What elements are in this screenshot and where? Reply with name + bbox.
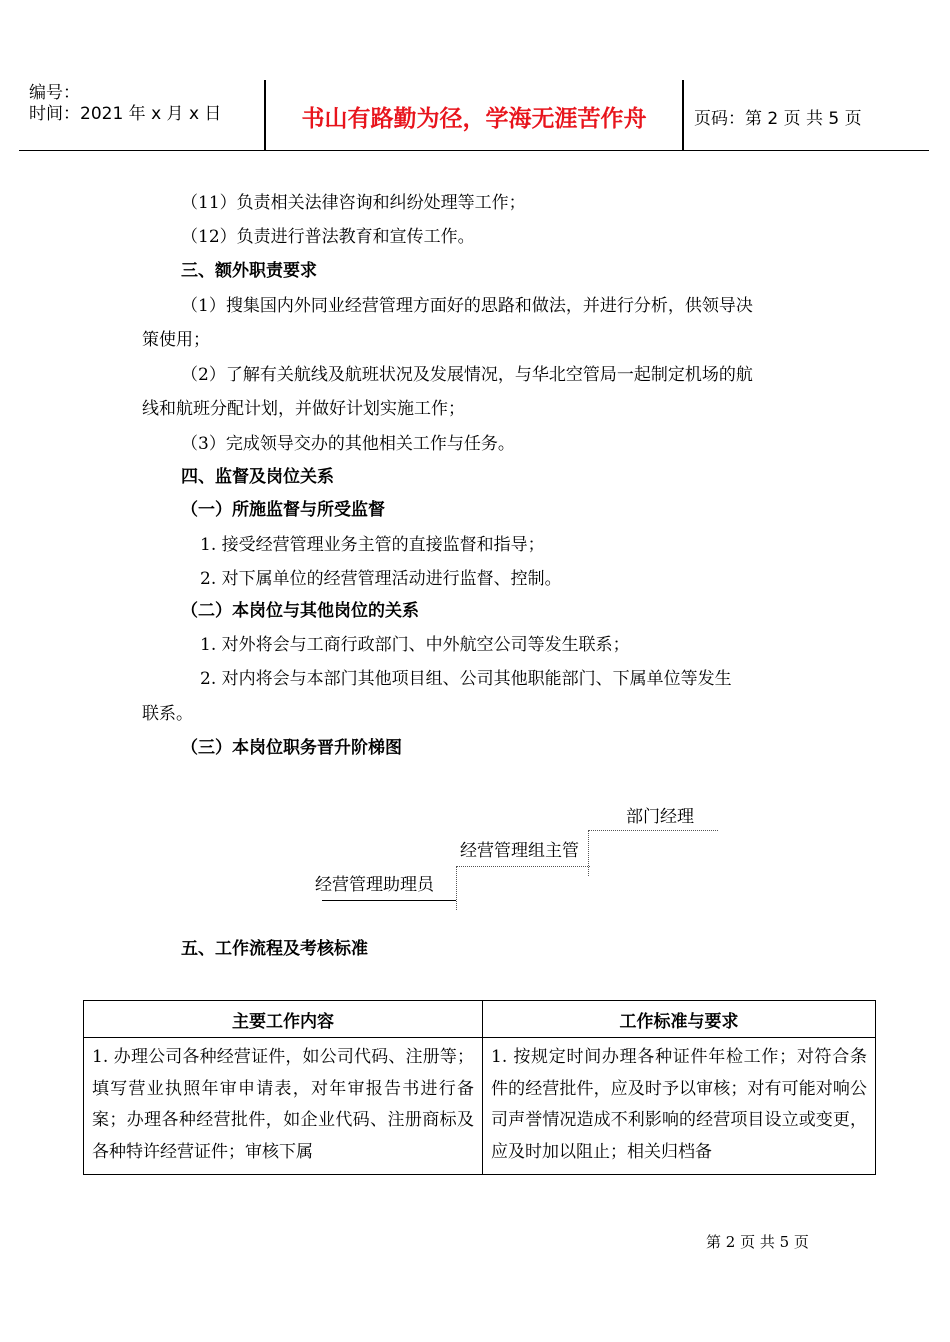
relation-item-2-line2: 联系。: [142, 704, 193, 724]
extra-duty-1-line2: 策使用；: [142, 330, 210, 350]
subsection-heading-4-2: （二）本岗位与其他岗位的关系: [181, 601, 419, 621]
extra-duty-1-line1: （1）搜集国内外同业经营管理方面好的思路和做法，并进行分析，供领导决: [181, 296, 753, 316]
ladder-step-3-line: [588, 830, 718, 831]
workflow-standards-table: [83, 1000, 876, 1175]
ladder-step-2-line: [456, 866, 590, 867]
section-heading-3: 三、额外职责要求: [181, 261, 317, 281]
page-footer: 第 2 页 共 5 页: [706, 1233, 809, 1251]
duty-item-11: （11）负责相关法律咨询和纠纷处理等工作；: [181, 193, 526, 213]
relation-item-1: 1. 对外将会与工商行政部门、中外航空公司等发生联系；: [200, 635, 630, 655]
table-cell-standard: 1. 按规定时间办理各种证件年检工作；对符合条件的经营批件，应及时予以审核；对有可能对响公司声誉情况造成不利影响的经营项目设立或变更，应及时加以阻止；相关归档备: [483, 1038, 876, 1175]
supervision-item-2: 2. 对下属单位的经营管理活动进行监督、控制。: [200, 569, 562, 589]
extra-duty-2-line2: 线和航班分配计划，并做好计划实施工作；: [142, 399, 465, 419]
page-header: [19, 80, 929, 151]
table-header-standards: 工作标准与要求: [483, 1001, 876, 1038]
document-time-label: 时间：2021 年 x 月 x 日: [29, 104, 222, 124]
ladder-step-1: 经营管理助理员: [315, 875, 434, 895]
subsection-heading-4-3: （三）本岗位职务晋升阶梯图: [181, 738, 402, 758]
table-header-main-content: 主要工作内容: [84, 1001, 483, 1038]
ladder-riser-2: [588, 830, 589, 876]
header-motto: 书山有路勤为径，学海无涯苦作舟: [301, 105, 647, 132]
header-page-number: 页码：第 2 页 共 5 页: [694, 109, 862, 129]
ladder-riser-1: [456, 866, 457, 910]
subsection-heading-4-1: （一）所施监督与所受监督: [181, 500, 385, 520]
extra-duty-3: （3）完成领导交办的其他相关工作与任务。: [181, 434, 515, 454]
header-left: [29, 83, 221, 125]
document-number-label: 编号：: [29, 83, 80, 103]
table-header-row: [84, 1001, 876, 1038]
relation-item-2-line1: 2. 对内将会与本部门其他项目组、公司其他职能部门、下属单位等发生: [200, 669, 732, 689]
supervision-item-1: 1. 接受经营管理业务主管的直接监督和指导；: [200, 535, 545, 555]
duty-item-12: （12）负责进行普法教育和宣传工作。: [181, 227, 475, 247]
header-divider: [682, 80, 684, 150]
table-row: [84, 1038, 876, 1175]
section-heading-5: 五、工作流程及考核标准: [181, 939, 368, 959]
section-heading-4: 四、监督及岗位关系: [181, 467, 334, 487]
ladder-step-3: 部门经理: [626, 807, 694, 827]
table-cell-content: 1. 办理公司各种经营证件，如公司代码、注册等；填写营业执照年审申请表，对年审报告书进行备案；办理各种经营批件，如企业代码、注册商标及各种特许经营证件；审核下属: [84, 1038, 483, 1175]
ladder-step-2: 经营管理组主管: [460, 841, 579, 861]
ladder-step-1-line: [322, 900, 456, 901]
extra-duty-2-line1: （2）了解有关航线及航班状况及发展情况，与华北空管局一起制定机场的航: [181, 365, 753, 385]
